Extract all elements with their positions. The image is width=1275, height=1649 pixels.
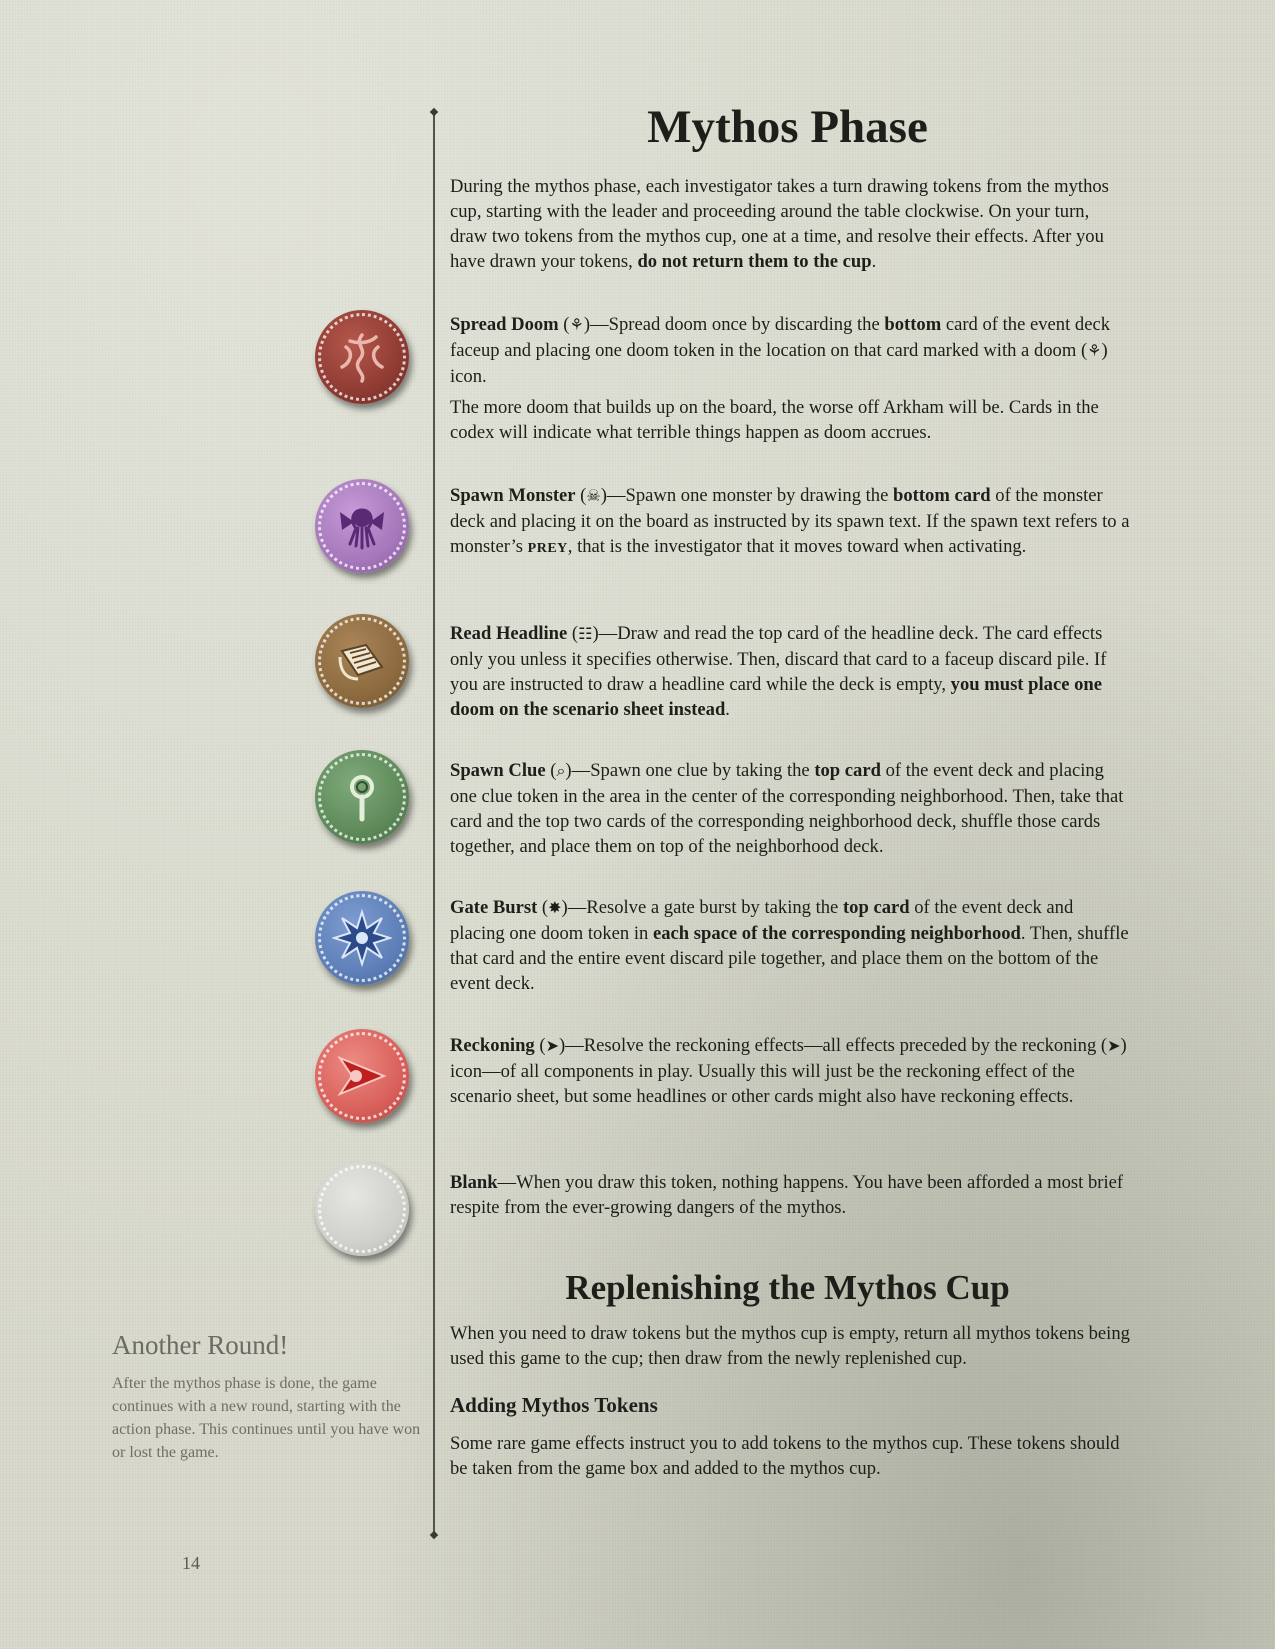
blank-token-icon xyxy=(315,1162,409,1256)
replenish-title: Replenishing the Mythos Cup xyxy=(565,1268,1010,1307)
adding-tokens-paragraph: Some rare game effects instruct you to add tokens to the mythos cup. These tokens should be taken from the game box and added to the mythos cup. xyxy=(450,1433,1120,1479)
column-divider xyxy=(433,112,435,1535)
gate-burst-icon xyxy=(315,891,409,985)
reckoning-icon xyxy=(315,1029,409,1123)
spawn-clue-entry: Spawn Clue (⌕)—Spawn one clue by taking the top card of the event deck and placing one clue token in the area in the center of the corresponding neighborhood. Then, take that card and the top two cards of the corresponding neighborhood deck, shuffle those cards together, and place them on top of the neighborhood deck. xyxy=(450,760,1124,857)
reckoning-inline-icon: ➤ xyxy=(1107,1038,1121,1055)
sidebar-title: Another Round! xyxy=(112,1330,289,1360)
page-number: 14 xyxy=(182,1553,200,1573)
spawn-monster-entry: Spawn Monster (☠)—Spawn one monster by drawing the bottom card of the monster deck and placing it on the board as instructed by its spawn text. If the spawn text refers to a monster’s PREY, that is the investigator that it moves toward when activating. xyxy=(450,485,1130,557)
blank-entry: Blank—When you draw this token, nothing happens. You have been afforded a most brief respite from the ever-growing dangers of the mythos. xyxy=(450,1172,1124,1218)
gate-burst-inline-icon: ✸ xyxy=(548,900,562,917)
intro-paragraph: During the mythos phase, each investigator takes a turn drawing tokens from the mythos cup, starting with the leader and proceeding around the table clockwise. On your turn, draw two tokens from the mythos cup, one at a time, and resolve their effects. After you have drawn your tokens, do not return them to the cup. xyxy=(450,176,1109,272)
doom-inline-icon: ⚘ xyxy=(569,317,584,334)
monster-icon xyxy=(315,479,409,573)
doom-inline-icon: ⚘ xyxy=(1087,343,1102,360)
read-headline-entry: Read Headline (☷)—Draw and read the top card of the headline deck. The card effects only you unless it specifies otherwise. Then, discard that card to a faceup discard pile. If you are instructed to draw a headline card while the deck is empty, you must place one doom on the scenario sheet instead. xyxy=(450,623,1107,720)
reckoning-inline-icon: ➤ xyxy=(545,1038,559,1055)
clue-icon xyxy=(315,750,409,844)
monster-inline-icon: ☠ xyxy=(586,488,601,505)
adding-tokens-heading: Adding Mythos Tokens xyxy=(450,1393,658,1417)
headline-inline-icon: ☷ xyxy=(578,626,593,643)
gate-burst-entry: Gate Burst (✸)—Resolve a gate burst by taking the top card of the event deck and placing one doom token in each space of the corresponding neighborhood. Then, shuffle that card and the entire event discard pile together, and place them on the bottom of the event deck. xyxy=(450,897,1129,994)
clue-inline-icon: ⌕ xyxy=(556,763,566,780)
spread-doom-entry: Spread Doom (⚘)—Spread doom once by discarding the bottom card of the event deck faceup and placing one doom token in the location on that card marked with a doom (⚘) icon. xyxy=(450,314,1111,387)
spread-doom-note: The more doom that builds up on the board, the worse off Arkham will be. Cards in the codex will indicate what terrible things happen as doom accrues. xyxy=(450,397,1099,443)
replenish-paragraph: When you need to draw tokens but the mythos cup is empty, return all mythos tokens being used this game to the cup; then draw from the newly replenished cup. xyxy=(450,1323,1130,1369)
sidebar-text: After the mythos phase is done, the game continues with a new round, starting with the action phase. This continues until you have won or lost the game. xyxy=(112,1375,421,1461)
doom-icon xyxy=(315,310,409,404)
reckoning-entry: Reckoning (➤)—Resolve the reckoning effects—all effects preceded by the reckoning (➤) icon—of all components in play. Usually this will just be the reckoning effect of the scenario sheet, but some headlines or other cards might also have reckoning effects. xyxy=(450,1035,1127,1107)
headline-icon xyxy=(315,614,409,708)
page-title: Mythos Phase xyxy=(647,101,928,153)
